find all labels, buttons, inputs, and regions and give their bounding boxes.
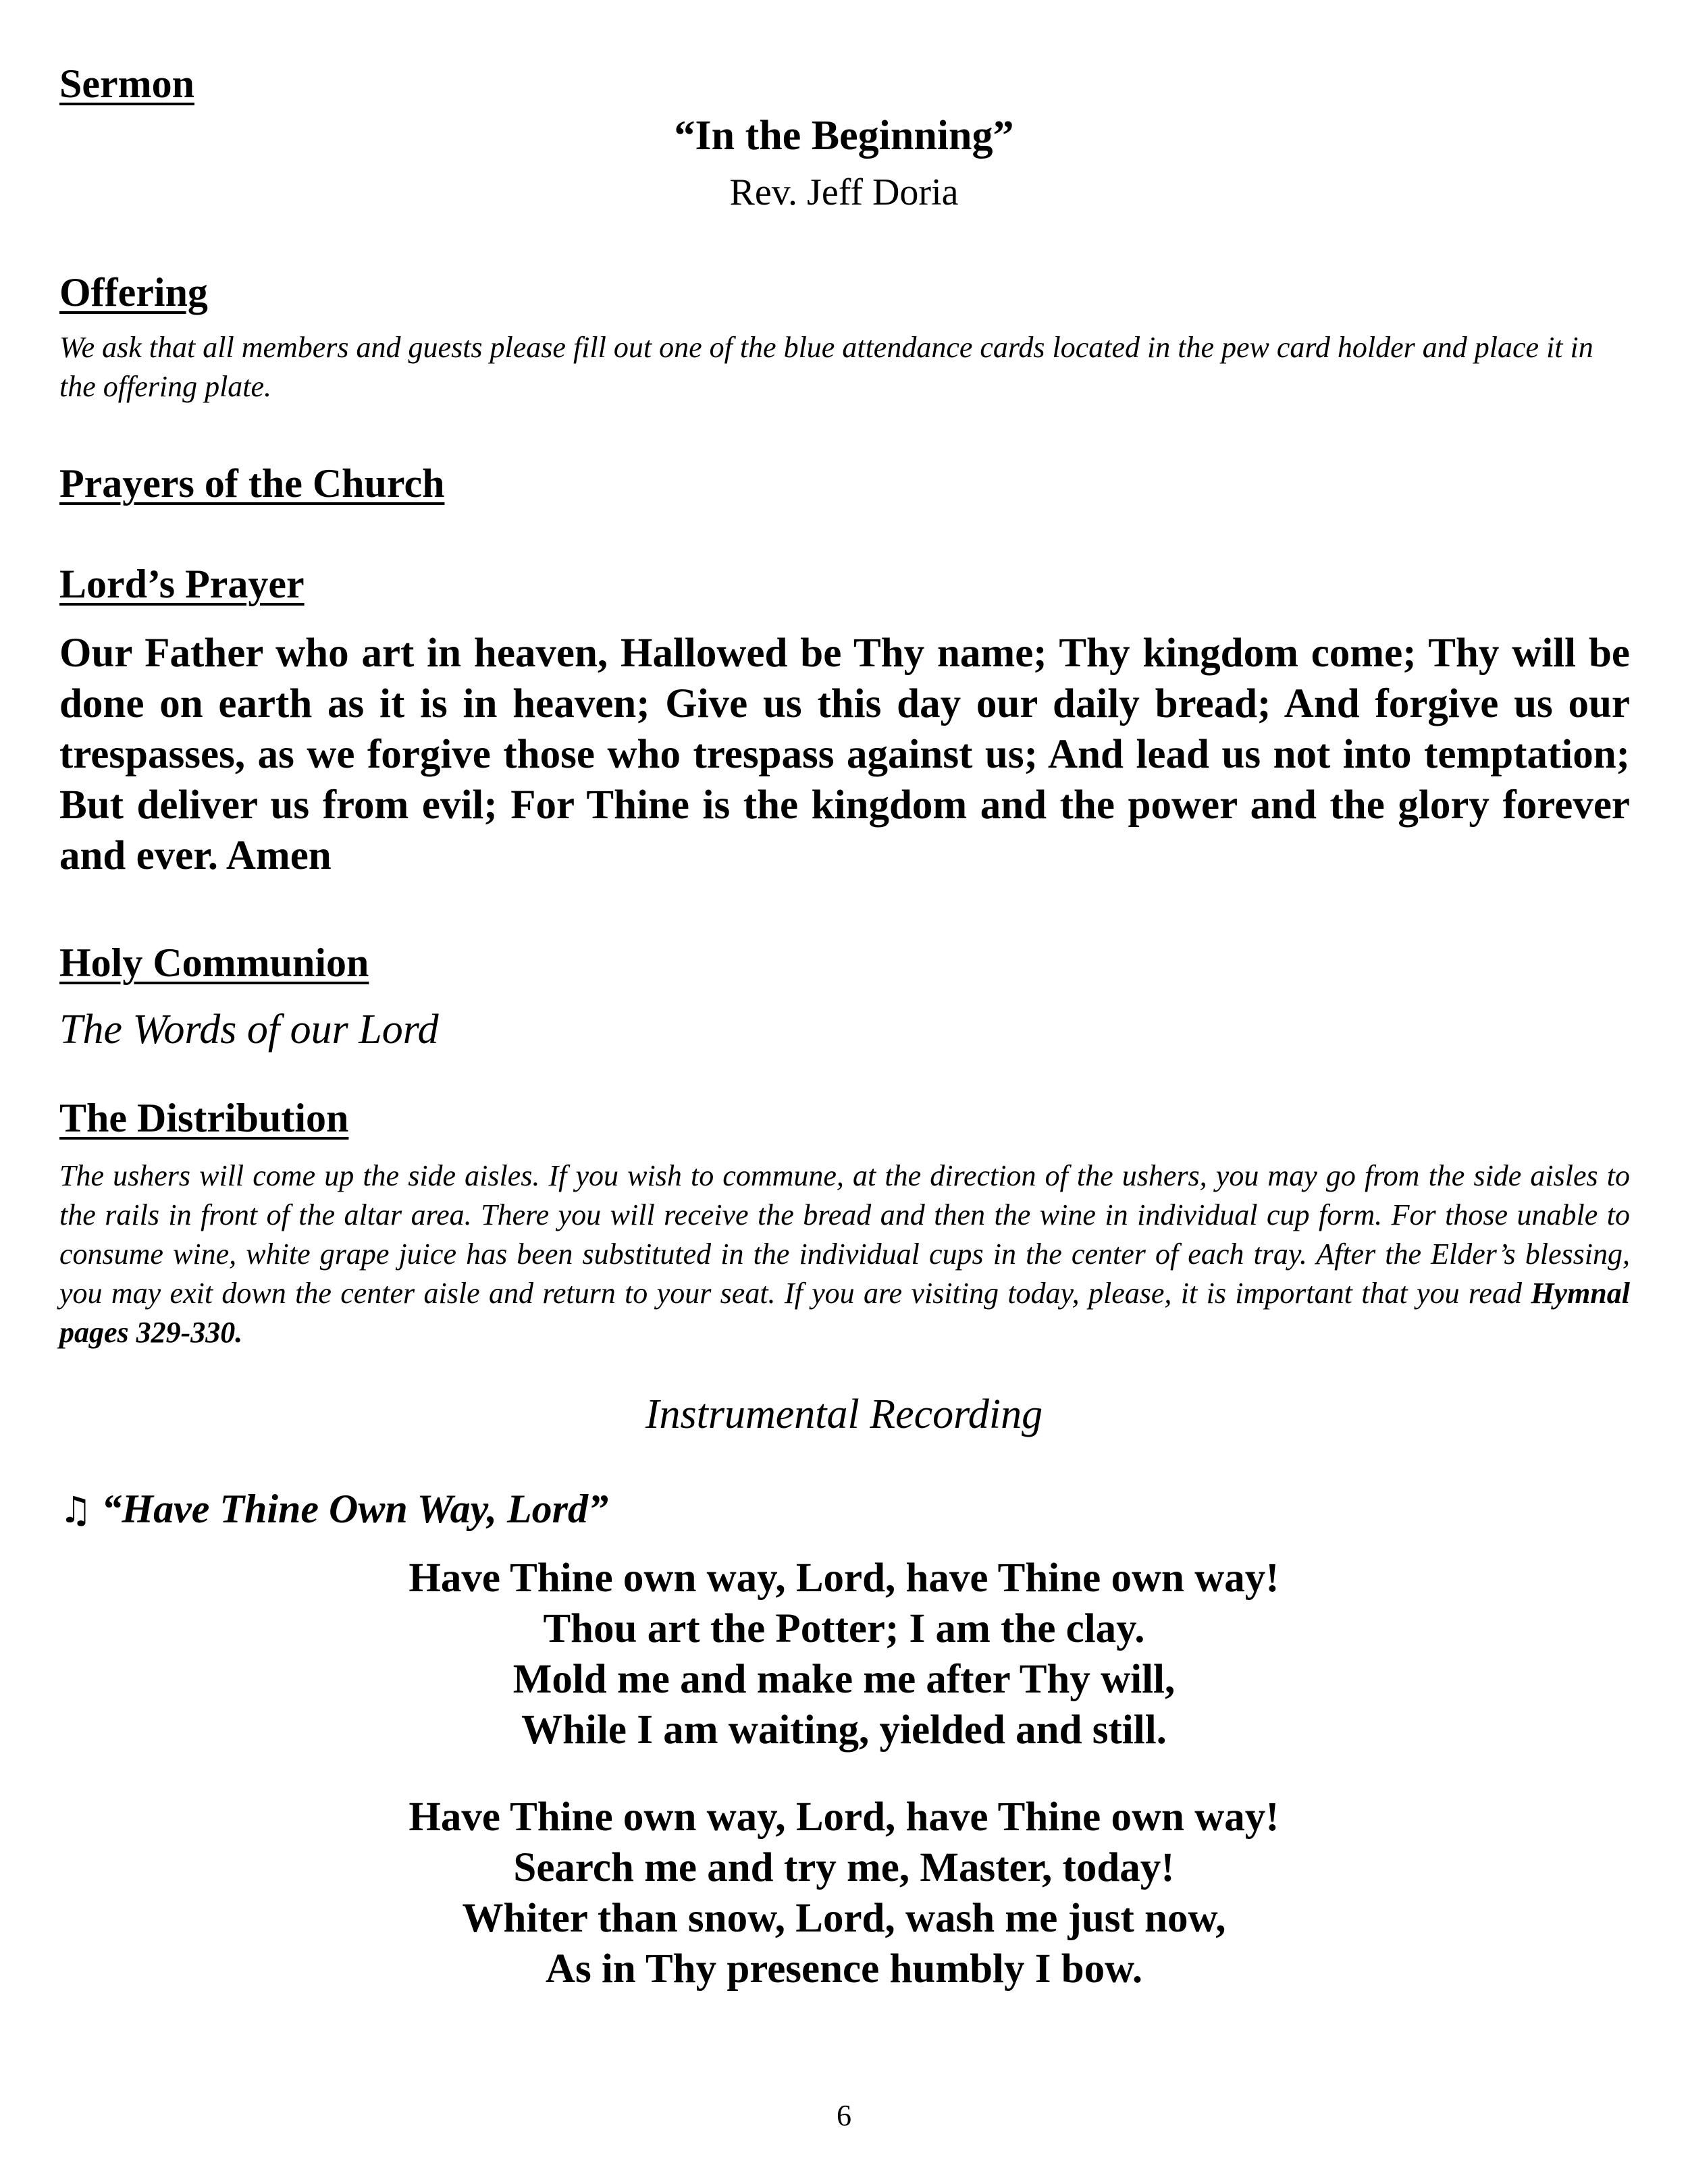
verse-line: While I am waiting, yielded and still.	[521, 1707, 1167, 1753]
verse-line: Have Thine own way, Lord, have Thine own way!	[408, 1555, 1280, 1601]
verse-line: Whiter than snow, Lord, wash me just now,	[462, 1896, 1226, 1941]
sermon-preacher: Rev. Jeff Doria	[729, 171, 959, 213]
verse-line: As in Thy presence humbly I bow.	[545, 1946, 1143, 1992]
verse-line: Thou art the Potter; I am the clay.	[543, 1606, 1145, 1651]
verse-line: Mold me and make me after Thy will,	[512, 1657, 1176, 1702]
distribution-note-text: The ushers will come up the side aisles. If you wish to commune, at the direction of the ushers, you may go from the side aisles to the rails in front of the altar area. There you will receive the bread and then the wine in individual cup form. For those unable to consume wine, white grape juice has been substituted in the individual cups in the center of each tray. After the Elder’s blessing, you may exit down the center aisle and return to your seat. If you are visiting today, please, it is important that you read	[59, 1159, 1630, 1310]
hymn-title: “Have Thine Own Way, Lord”	[101, 1487, 608, 1531]
distribution-heading: The Distribution	[59, 1096, 349, 1140]
hymn-verse-1	[0, 1553, 1688, 1755]
words-of-our-lord: The Words of our Lord	[59, 1007, 439, 1053]
lords-prayer-heading: Lord’s Prayer	[59, 562, 305, 606]
sermon-title: “In the Beginning”	[674, 113, 1014, 159]
hymn-title-line	[59, 1485, 608, 1535]
prayers-heading: Prayers of the Church	[59, 461, 445, 506]
verse-line: Have Thine own way, Lord, have Thine own way!	[408, 1794, 1280, 1840]
distribution-note	[59, 1156, 1630, 1352]
sermon-heading: Sermon	[59, 61, 194, 106]
offering-note: We ask that all members and guests please fill out one of the blue attendance cards located in the pew card holder and place it in the offering plate.	[59, 331, 1593, 403]
verse-line: Search me and try me, Master, today!	[513, 1845, 1175, 1890]
offering-heading: Offering	[59, 270, 208, 315]
hymn-verse-2	[0, 1792, 1688, 1994]
lords-prayer-text: Our Father who art in heaven, Hallowed be Thy name; Thy kingdom come; Thy will be done on earth as it is in heaven; Give us this day our daily bread; And forgive us our trespasses, as we forgive those who trespass against us; And lead us not into temptation; But deliver us from evil; For Thine is the kingdom and the power and the glory forever and ever. Amen	[59, 631, 1630, 878]
music-note-icon: ♫	[59, 1489, 93, 1531]
hymnal-pages-reference: Hymnal pages 329-330.	[59, 1277, 1630, 1349]
instrumental-recording: Instrumental Recording	[645, 1391, 1043, 1437]
communion-heading: Holy Communion	[59, 940, 369, 985]
page-number: 6	[837, 2099, 851, 2132]
